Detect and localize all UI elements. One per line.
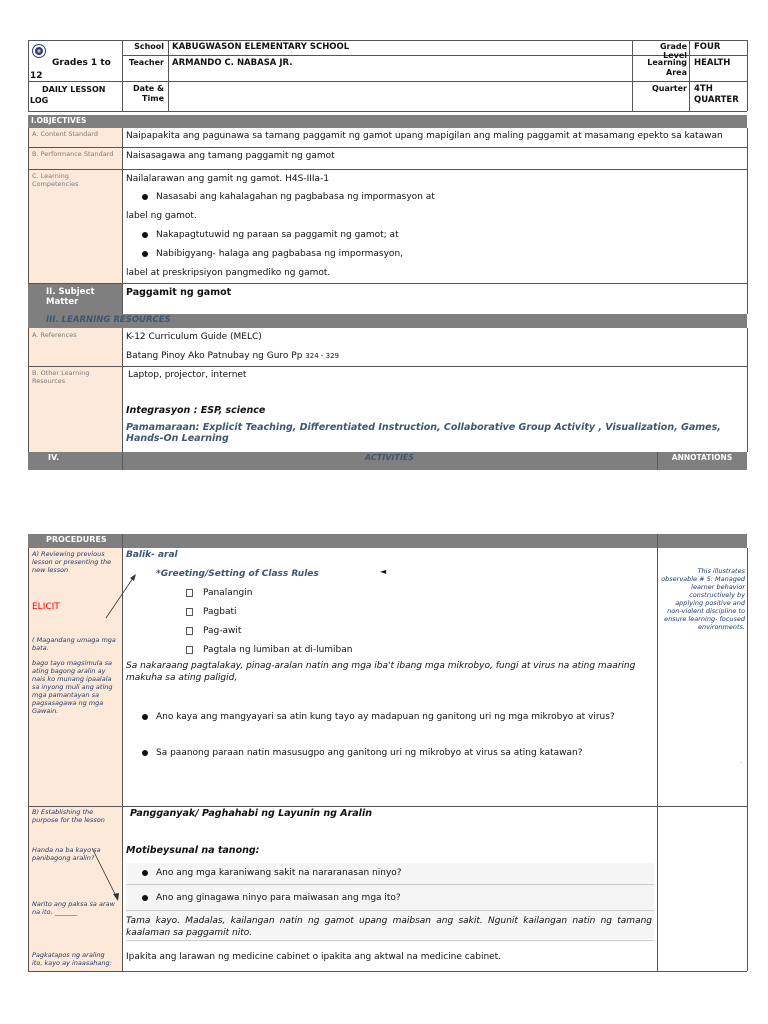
balik-aral-title: Balik- aral <box>126 550 178 560</box>
teacher-label: Teacher <box>128 58 164 67</box>
motibeysunal-title: Motibeysunal na tanong: <box>126 845 260 856</box>
resources-side-column <box>28 328 122 452</box>
competency-bullet: Nakapagtutuwid ng paraan sa paggamit ng gamot; at <box>142 230 399 240</box>
content-standard-label: A. Content Standard <box>32 130 98 138</box>
competencies-label: C. Learning Competencies <box>32 172 79 188</box>
learning-area-value: HEALTH <box>694 58 731 68</box>
school-label: School <box>134 42 164 51</box>
subject-matter-value: Paggamit ng gamot <box>126 287 232 298</box>
competency-line: Nailalarawan ang gamit ng gamot. H4S-IIIa-1 <box>126 174 330 184</box>
rule-item: Pagbati <box>186 607 237 617</box>
pagkatapos-side-text: Pagkatapos ng araling ito, kayo ay inaasahang: <box>32 951 112 967</box>
tama-paragraph: Tama kayo. Madalas, kailangan natin ng gamot upang maibsan ang sakit. Ngunit kailangan natin ng tamang kaalaman sa paggamit nito. <box>126 916 652 938</box>
performance-standard-label: B. Performance Standard <box>32 150 114 158</box>
motivation-question: Ano ang mga karaniwang sakit na nararanasan ninyo? <box>142 868 402 878</box>
references-label: A. References <box>32 331 77 339</box>
bullet-icon <box>142 251 148 257</box>
question-item: Ano kaya ang mangyayari sa atin kung tayo ay madapuan ng ganitong uri ng mga mikrobyo at virus? <box>142 712 615 722</box>
rule-item: Panalangin <box>186 588 252 598</box>
quarter-label: Quarter <box>651 84 687 93</box>
arrow-icon <box>90 846 124 904</box>
pamamaraan-text: Pamamaraan: Explicit Teaching, Differentiated Instruction, Collaborative Group Activity , Visualization, Games, Hands-On Learning <box>126 422 721 444</box>
reference-item: K-12 Curriculum Guide (MELC) <box>126 332 262 342</box>
objectives-title: I.OBJECTIVES <box>31 116 87 125</box>
activities-iv-label: IV. <box>48 453 60 462</box>
ipakita-text: Ipakita ang larawan ng medicine cabinet o ipakita ang aktwal na medicine cabinet. <box>126 952 502 962</box>
competency-line: label ng gamot. <box>126 211 197 221</box>
question-item: Sa paanong paraan natin masusugpo ang ganitong uri ng mikrobyo at virus sa ating katawan? <box>142 748 583 758</box>
procedures-title: PROCEDURES <box>46 535 107 544</box>
competency-bullet: Nasasabi ang kahalagahan ng pagbabasa ng impormasyon at <box>142 192 435 202</box>
checkbox-icon <box>186 646 193 654</box>
competency-bullet: Nabibigyang- halaga ang pagbabasa ng impormasyon, <box>142 249 403 259</box>
grades-label: Grades 1 to 12 <box>30 58 111 81</box>
checkbox-icon <box>186 627 193 635</box>
other-resources-label: B. Other Learning Resources <box>32 369 90 385</box>
annotation-dot: . <box>740 757 743 765</box>
reminder-side-text: bago tayo magsimula sa ating bagong aralin ay nais ko munang ipaalala sa inyong muli ang ating mga pamantayan sa pagsasagawa ng mga Gawain. <box>32 659 113 715</box>
annotation-text: This illustrates observable # 5: Managed learner behavior constructively by applying positive and non-violent discipline to ensure learning- focused environments. <box>661 567 745 631</box>
objectives-header-bar <box>28 115 747 128</box>
rule-item: Pag-awit <box>186 626 241 636</box>
narito-side-text: Narito ang paksa sa araw na ito. _______ <box>32 900 115 916</box>
greeting-side-text: ( Magandang umaga mga bata. <box>32 636 116 652</box>
performance-standard-text: Naisasagawa ang tamang paggamit ng gamot <box>126 151 335 161</box>
bullet-icon <box>142 750 148 756</box>
resources-title: III. LEARNING RESOURCES <box>46 315 171 325</box>
arrow-icon <box>100 572 140 622</box>
integrasyon-text: Integrasyon : ESP, science <box>126 405 266 416</box>
elicit-label: ELICIT <box>32 602 60 612</box>
establishing-purpose-label: B) Establishing the purpose for the lesson <box>32 808 105 824</box>
checkbox-icon <box>186 589 193 597</box>
activities-label: ACTIVITIES <box>364 453 415 462</box>
teacher-value: ARMANDO C. NABASA JR. <box>172 58 293 68</box>
intro-paragraph: Sa nakaraang pagtalakay, pinag-aralan natin ang mga iba't ibang mga mikrobyo, fungi at virus na ating maaring makuha sa ating paligid, <box>126 661 636 683</box>
reviewing-lesson-label: A) Reviewing previous lesson or presenting the new lesson <box>32 550 112 574</box>
quarter-value: 4TH QUARTER <box>694 84 739 105</box>
other-resources-text: Laptop, projector, internet <box>128 370 247 380</box>
bullet-icon <box>142 870 148 876</box>
bullet-icon <box>142 194 148 200</box>
motivation-question: Ano ang ginagawa ninyo para maiwasan ang mga ito? <box>142 893 401 903</box>
subject-matter-label: II. Subject Matter <box>46 287 95 307</box>
competency-line: label at preskripsiyon pangmediko ng gamot. <box>126 268 331 278</box>
deped-seal-icon <box>32 43 46 57</box>
school-value: KABUGWASON ELEMENTARY SCHOOL <box>172 42 350 52</box>
bullet-icon <box>142 895 148 901</box>
grade-level-label: Grade Level <box>659 42 687 60</box>
grade-level-value: FOUR <box>694 42 721 52</box>
procedures-header-fill <box>122 534 747 548</box>
checkbox-icon <box>186 608 193 616</box>
content-standard-text: Naipapakita ang pagunawa sa tamang paggamit ng gamot upang mapigilan ang maling paggamit at masamang epekto sa katawan <box>126 131 723 141</box>
pointer-icon: ◄ <box>380 567 387 576</box>
dll-label: DAILY LESSON LOG <box>30 85 106 105</box>
handa-side-text: Handa na ba kayo sa panibagong aralin? <box>32 846 101 862</box>
annotations-label: ANNOTATIONS <box>671 453 733 462</box>
bullet-icon <box>142 232 148 238</box>
pangganyak-title: Pangganyak/ Paghahabi ng Layunin ng Aralin <box>130 808 372 819</box>
reference-item: Batang Pinoy Ako Patnubay ng Guro Pp 324 - 329 <box>126 351 339 361</box>
rule-item: Pagtala ng lumiban at di-lumiban <box>186 645 352 655</box>
learning-area-label: Learning Area <box>647 58 687 77</box>
bullet-icon <box>142 714 148 720</box>
date-label: Date & Time <box>132 84 164 103</box>
greeting-rules-title: *Greeting/Setting of Class Rules <box>156 569 319 579</box>
